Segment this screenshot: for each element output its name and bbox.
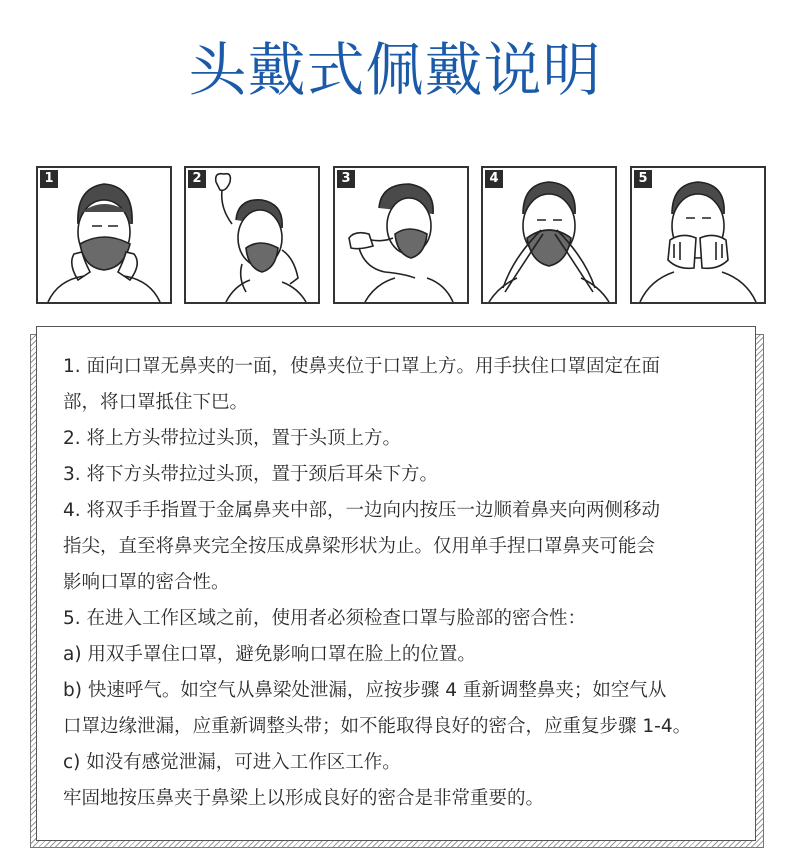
instruction-line: 2. 将上方头带拉过头顶，置于头顶上方。: [63, 428, 402, 449]
step-panel-3: [333, 166, 469, 304]
page-title: 头戴式佩戴说明: [188, 36, 602, 104]
instruction-line: 牢固地按压鼻夹于鼻梁上以形成良好的密合是非常重要的。: [63, 788, 545, 809]
instruction-line: 部，将口罩抵住下巴。: [63, 392, 249, 413]
instruction-line: 指尖，直至将鼻夹完全按压成鼻梁形状为止。仅用单手捏口罩鼻夹可能会: [63, 536, 656, 557]
step-1-illustration: [38, 168, 170, 302]
step-illustrations: [36, 166, 758, 306]
step-3-illustration: [335, 168, 467, 302]
step-4-illustration: [483, 168, 615, 302]
instruction-line: 1. 面向口罩无鼻夹的一面，使鼻夹位于口罩上方。用手扶住口罩固定在面: [63, 356, 661, 377]
step-5-illustration: [632, 168, 764, 302]
instruction-line: 4. 将双手手指置于金属鼻夹中部，一边向内按压一边顺着鼻夹向两侧移动: [63, 500, 661, 521]
instructions-box: [36, 326, 756, 841]
step-2-illustration: [186, 168, 318, 302]
step-number: 1: [40, 170, 58, 188]
instruction-line: c) 如没有感觉泄漏，可进入工作区工作。: [63, 752, 401, 773]
instruction-line: b) 快速呼气。如空气从鼻梁处泄漏，应按步骤 4 重新调整鼻夹；如空气从: [63, 680, 667, 701]
step-number: 5: [634, 170, 652, 188]
instructions-text: [63, 349, 743, 817]
instruction-line: 影响口罩的密合性。: [63, 572, 230, 593]
step-panel-5: [630, 166, 766, 304]
instruction-line: 3. 将下方头带拉过头顶，置于颈后耳朵下方。: [63, 464, 439, 485]
step-panel-1: [36, 166, 172, 304]
instruction-line: 口罩边缘泄漏，应重新调整头带；如不能取得良好的密合，应重复步骤 1-4。: [63, 716, 692, 737]
instruction-line: a) 用双手罩住口罩，避免影响口罩在脸上的位置。: [63, 644, 476, 665]
step-number: 2: [188, 170, 206, 188]
step-number: 3: [337, 170, 355, 188]
instruction-line: 5. 在进入工作区域之前，使用者必须检查口罩与脸部的密合性：: [63, 608, 587, 629]
step-number: 4: [485, 170, 503, 188]
step-panel-4: [481, 166, 617, 304]
step-panel-2: [184, 166, 320, 304]
